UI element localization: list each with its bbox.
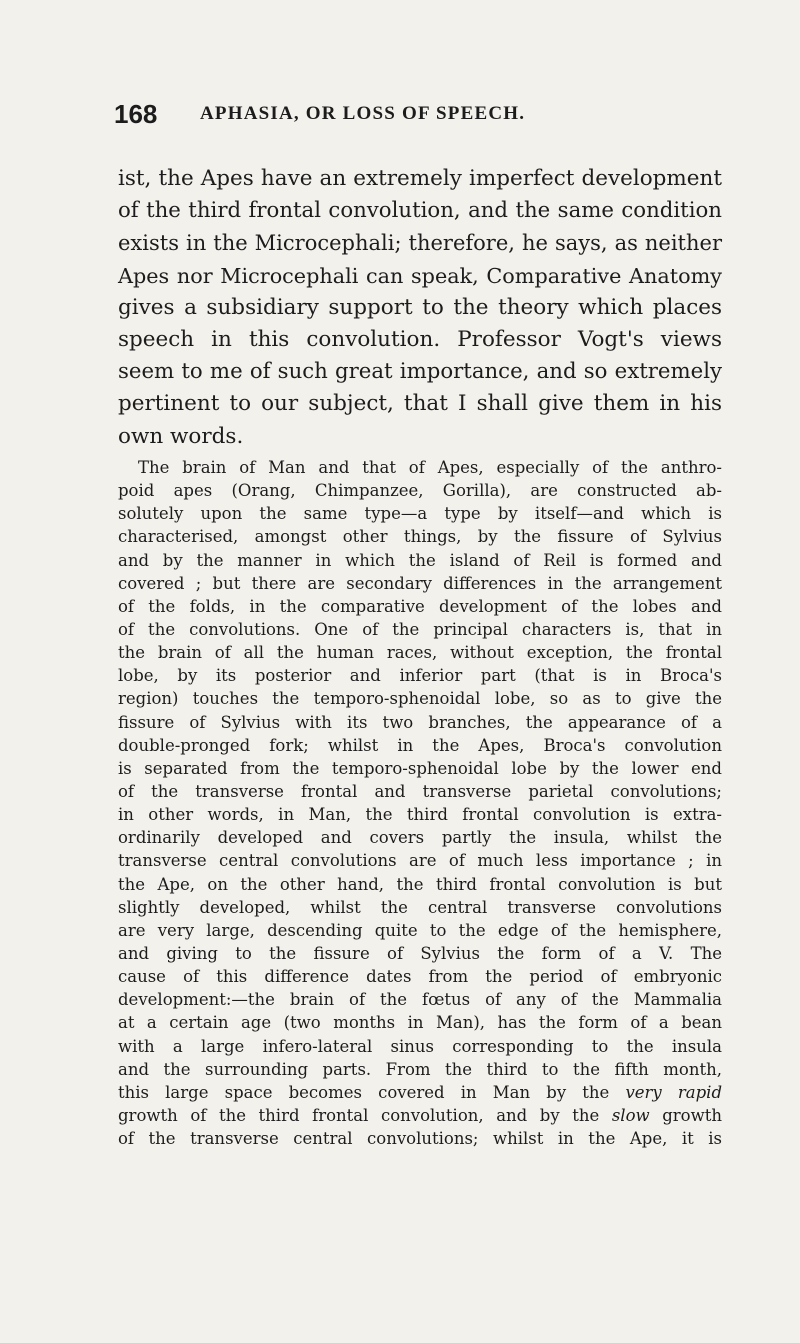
quote-line: of the transverse central convolutions; whilst in the Ape, it is	[118, 1129, 722, 1149]
text-line: exists in the Microcephali; therefore, he says, as neither	[118, 231, 722, 256]
quote-line: covered ; but there are secondary differences in the arrangement	[118, 573, 722, 593]
quote-line	[118, 1081, 722, 1104]
quote-line	[118, 1104, 722, 1127]
page-number: 168	[114, 99, 158, 129]
quote-line: lobe, by its posterior and inferior part (that is in Broca's	[118, 666, 722, 686]
quote-line: in other words, in Man, the third frontal convolution is extra-	[118, 805, 722, 825]
quote-line: ordinarily developed and covers partly the insula, whilst the	[118, 828, 722, 848]
quote-text: this large space becomes covered in Man by the	[118, 1082, 610, 1102]
quote-line: The brain of Man and that of Apes, especially of the anthro-	[138, 458, 722, 477]
quote-line: solutely upon the same type—a type by itself—and which is	[118, 504, 722, 524]
quote-line: of the convolutions. One of the principal characters is, that in	[118, 619, 722, 639]
quote-line: development:—the brain of the fœtus of any of the Mammalia	[118, 990, 722, 1010]
text-line: ist, the Apes have an extremely imperfect development	[118, 166, 722, 191]
text-line: of the third frontal convolution, and the same condition	[118, 198, 722, 224]
quote-line: at a certain age (two months in Man), has the form of a bean	[118, 1013, 722, 1033]
quote-line: slightly developed, whilst the central transverse convolutions	[118, 897, 722, 917]
quote-line: the brain of all the human races, without exception, the frontal	[118, 643, 722, 663]
text-line: pertinent to our subject, that I shall give them in his	[118, 391, 722, 417]
quote-line: with a large infero-lateral sinus corresponding to the insula	[118, 1036, 722, 1056]
quote-line: is separated from the temporo-sphenoidal lobe by the lower end	[118, 758, 722, 778]
quote-line: and giving to the fissure of Sylvius the form of a V. The	[118, 943, 722, 963]
quote-line: double-pronged fork; whilst in the Apes, Broca's convolution	[118, 735, 722, 755]
text-line: seem to me of such great importance, and so extremely	[118, 359, 722, 385]
text-line: own words.	[118, 423, 244, 449]
quote-line: cause of this difference dates from the period of embryonic	[118, 967, 722, 987]
running-header	[0, 94, 800, 134]
quote-line: and the surrounding parts. From the third to the fifth month,	[118, 1059, 722, 1079]
quote-line: fissure of Sylvius with its two branches, the appearance of a	[118, 712, 722, 732]
quote-text: growth of the third frontal convolution, and by the	[118, 1105, 600, 1125]
body-paragraph	[118, 163, 722, 453]
running-head: APHASIA, OR LOSS OF SPEECH.	[200, 103, 526, 124]
text-line: Apes nor Microcephali can speak, Comparative Anatomy	[118, 263, 722, 288]
quote-line: transverse central convolutions are of much less importance ; in	[118, 851, 722, 871]
quote-line: region) touches the temporo-sphenoidal lobe, so as to give the	[118, 689, 722, 709]
emphasis-text: slow	[611, 1105, 650, 1125]
emphasis-text: very rapid	[625, 1082, 723, 1102]
quote-line: characterised, amongst other things, by the fissure of Sylvius	[118, 527, 722, 547]
quotation-block	[118, 456, 722, 1150]
quote-line: of the transverse frontal and transverse parietal convolutions;	[118, 781, 722, 801]
text-line: gives a subsidiary support to the theory which places	[118, 294, 722, 320]
quote-line: poid apes (Orang, Chimpanzee, Gorilla), are constructed ab-	[118, 481, 722, 501]
quote-text: growth	[662, 1105, 722, 1125]
quote-line: of the folds, in the comparative development of the lobes and	[118, 596, 722, 616]
quote-line: the Ape, on the other hand, the third frontal convolution is but	[118, 874, 722, 894]
quote-line: and by the manner in which the island of Reil is formed and	[118, 550, 722, 570]
text-line: speech in this convolution. Professor Vogt's views	[118, 326, 722, 352]
quote-line: are very large, descending quite to the edge of the hemisphere,	[118, 920, 722, 940]
